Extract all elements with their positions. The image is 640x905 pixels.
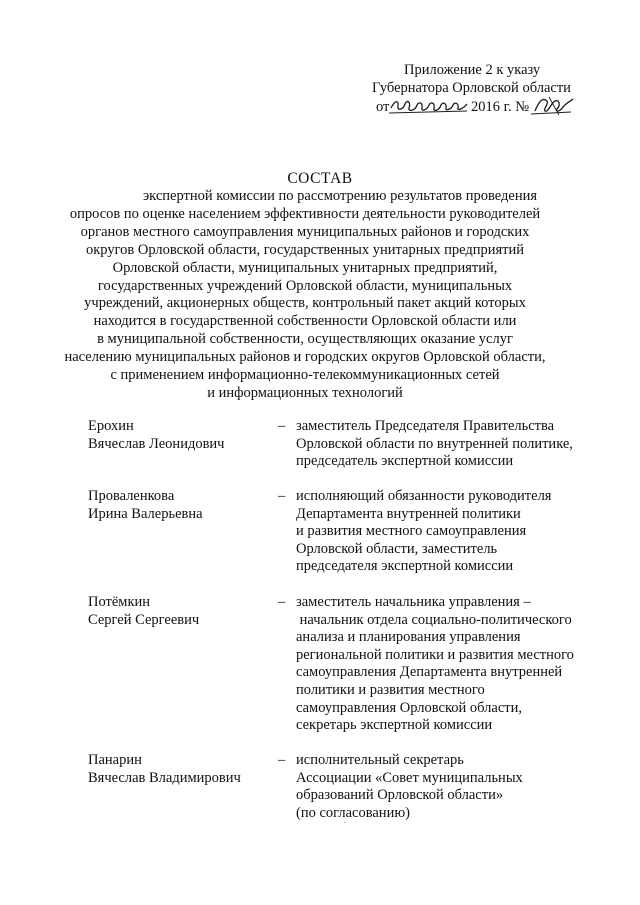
subtitle-line: опросов по оценке населением эффективности деятельности руководителей <box>69 205 541 222</box>
position-line: Орловской области по внутренней политике, <box>296 435 573 452</box>
position-line: самоуправления Орловской области, <box>296 699 523 716</box>
appendix-line-2: Губернатора Орловской области <box>372 79 571 96</box>
member-entry <box>88 418 618 488</box>
subtitle-line: Орловской области, муниципальных унитарных предприятий, <box>112 259 498 276</box>
position-line: образований Орловской области» <box>296 787 504 804</box>
subtitle-line: находится в государственной собственности Орловской области или <box>93 313 517 330</box>
subtitle-line: округов Орловской области, государственных унитарных предприятий <box>85 241 524 258</box>
position-line: Орловской области, заместитель <box>296 540 498 557</box>
member-entry <box>88 752 618 832</box>
subtitle-line: с применением информационно-телекоммуникационных сетей <box>110 367 500 384</box>
position-line: региональной политики и развития местного <box>296 646 574 663</box>
subtitle-line: учреждений, акционерных обществ, контрольный пакет акций которых <box>84 295 526 312</box>
member-dash: – <box>278 488 286 504</box>
member-name <box>88 488 278 523</box>
members-list <box>88 418 618 832</box>
member-position <box>296 594 616 735</box>
member-surname: Потёмкин <box>88 594 151 610</box>
handwritten-number-signature <box>529 97 573 115</box>
appendix-block <box>372 62 622 117</box>
position-line: анализа и планирования управления <box>296 629 521 646</box>
member-given-names: Вячеслав Владимирович <box>88 769 241 786</box>
position-line: начальник отдела социально-политического <box>296 611 572 628</box>
member-entry <box>88 594 618 752</box>
position-line: самоуправления Департамента внутренней <box>296 664 563 681</box>
member-dash: – <box>278 752 286 768</box>
appendix-line-3 <box>372 97 622 117</box>
member-surname: Панарин <box>88 752 142 768</box>
member-surname: Проваленкова <box>88 488 175 504</box>
position-line: секретарь экспертной комиссии <box>296 717 493 734</box>
position-line: и развития местного самоуправления <box>296 523 527 540</box>
member-entry <box>88 488 618 594</box>
member-position <box>296 752 616 822</box>
member-given-names: Ирина Валерьевна <box>88 505 203 522</box>
document-title: СОСТАВ <box>287 170 353 187</box>
position-line: заместитель начальника управления – <box>296 594 531 610</box>
subtitle-line: экспертной комиссии по рассмотрению результатов проведения <box>142 188 538 204</box>
subtitle-line: в муниципальной собственности, осуществляющих оказание услуг <box>97 331 513 348</box>
member-name <box>88 752 278 787</box>
appendix-line-1: Приложение 2 к указу <box>404 62 541 78</box>
position-line: исполнительный секретарь <box>296 752 464 768</box>
member-name <box>88 418 278 453</box>
member-surname: Ерохин <box>88 418 134 434</box>
appendix-date-year: 2016 г. № <box>467 99 530 115</box>
appendix-date-prefix: от <box>376 99 390 115</box>
position-line: политики и развития местного <box>296 681 485 698</box>
position-line: заместитель Председателя Правительства <box>296 418 555 434</box>
subtitle-line: и информационных технологий <box>207 384 403 401</box>
member-given-names: Сергей Сергеевич <box>88 611 200 628</box>
document-subtitle <box>64 188 610 403</box>
position-line: (по согласованию) <box>296 804 410 821</box>
scan-speck <box>344 822 346 823</box>
position-line: председателя экспертной комиссии <box>296 558 514 575</box>
member-position <box>296 488 616 576</box>
subtitle-line: населению муниципальных районов и городских округов Орловской области, <box>64 349 546 366</box>
position-line: Департамента внутренней политики <box>296 505 521 522</box>
position-line: председатель экспертной комиссии <box>296 453 514 470</box>
subtitle-line: органов местного самоуправления муниципальных районов и городских <box>80 223 530 240</box>
member-given-names: Вячеслав Леонидович <box>88 435 225 452</box>
member-dash: – <box>278 418 286 434</box>
position-line: исполняющий обязанности руководителя <box>296 488 552 504</box>
position-line: Ассоциации «Совет муниципальных <box>296 769 523 786</box>
member-name <box>88 594 278 629</box>
member-dash: – <box>278 594 286 610</box>
handwritten-date-signature <box>389 98 467 114</box>
member-position <box>296 418 616 471</box>
subtitle-line: государственных учреждений Орловской области, муниципальных <box>97 277 513 294</box>
